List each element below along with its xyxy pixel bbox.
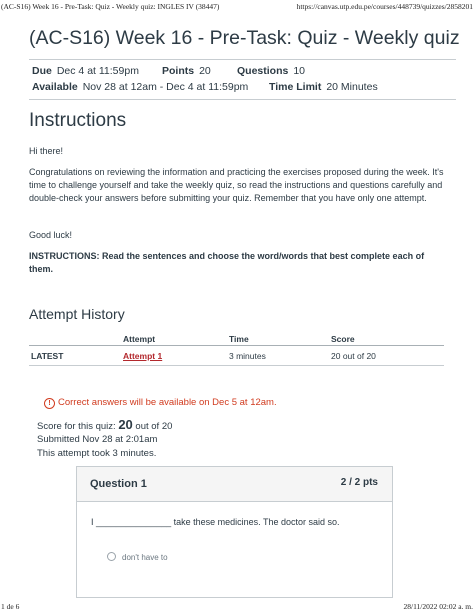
print-header xyxy=(0,2,474,12)
time-limit-info xyxy=(269,81,378,93)
column-header-attempt: Attempt xyxy=(123,334,156,344)
questions-info xyxy=(237,65,305,77)
submitted-text: Submitted Nov 28 at 2:01am xyxy=(37,434,158,445)
instructions-heading: Instructions xyxy=(29,110,127,131)
table-row-rule xyxy=(29,365,444,366)
print-timestamp: 28/11/2022 02:02 a. m. xyxy=(403,602,473,611)
attempt-history-heading: Attempt History xyxy=(29,306,125,322)
answer-option[interactable] xyxy=(107,552,168,562)
instructions-paragraph: Congratulations on reviewing the information and practicing the exercises proposed during the week. It's time to challenge yourself and take the weekly quiz, so read the instructions and questions carefully and double-check your answers before submitting your quiz. Remember that you have only one attempt. xyxy=(29,167,444,203)
score-prefix: Score for this quiz: xyxy=(37,421,119,432)
column-header-time: Time xyxy=(229,334,249,344)
points-info xyxy=(162,65,211,77)
radio-button[interactable] xyxy=(107,552,116,561)
duration-text: This attempt took 3 minutes. xyxy=(37,448,157,459)
due-value: Dec 4 at 11:59pm xyxy=(56,65,139,77)
available-info xyxy=(32,81,248,93)
due-label: Due xyxy=(32,65,52,77)
attempt-time: 3 minutes xyxy=(229,351,266,361)
table-header-rule xyxy=(29,345,444,346)
time-limit-value: 20 Minutes xyxy=(326,81,378,93)
score-suffix: out of 20 xyxy=(132,421,173,432)
greeting-text: Hi there! xyxy=(29,146,64,156)
correct-answers-text: Correct answers will be available on Dec 5 at 12am. xyxy=(58,397,277,408)
page-title: (AC-S16) Week 16 - Pre-Task: Quiz - Weekly quiz xyxy=(29,27,460,49)
print-header-title: (AC-S16) Week 16 - Pre-Task: Quiz - Weekly quiz: INGLES IV (38447) xyxy=(1,2,220,11)
instructions-bold: INSTRUCTIONS: Read the sentences and choose the word/words that best complete each of them. xyxy=(29,251,425,274)
quiz-score xyxy=(37,417,172,432)
page-number: 1 de 6 xyxy=(1,602,20,611)
question-card xyxy=(76,466,393,598)
good-luck-text: Good luck! xyxy=(29,230,73,240)
question-header xyxy=(77,467,392,502)
attempt-score: 20 out of 20 xyxy=(331,351,376,361)
column-header-score: Score xyxy=(331,334,355,344)
correct-answers-note xyxy=(44,397,277,409)
available-value: Nov 28 at 12am - Dec 4 at 11:59pm xyxy=(82,81,249,93)
latest-label: LATEST xyxy=(31,351,64,361)
print-header-url: https://canvas.utp.edu.pe/courses/448739/quizzes/2858201 xyxy=(296,2,473,11)
print-footer xyxy=(0,602,474,612)
question-title: Question 1 xyxy=(90,478,147,490)
available-label: Available xyxy=(32,81,78,93)
time-limit-label: Time Limit xyxy=(269,81,322,93)
score-value: 20 xyxy=(118,417,133,432)
attempt-1-link[interactable]: Attempt 1 xyxy=(123,351,163,361)
question-text: I _______________ take these medicines. The doctor said so. xyxy=(91,517,340,527)
due-info xyxy=(32,65,139,77)
points-value: 20 xyxy=(199,65,211,77)
questions-label: Questions xyxy=(237,65,289,77)
questions-value: 10 xyxy=(293,65,306,77)
points-label: Points xyxy=(162,65,195,77)
answer-option-label: don't have to xyxy=(122,553,168,562)
question-points: 2 / 2 pts xyxy=(340,477,378,488)
warning-icon: ! xyxy=(44,398,55,409)
divider xyxy=(29,59,456,60)
divider xyxy=(29,99,456,100)
